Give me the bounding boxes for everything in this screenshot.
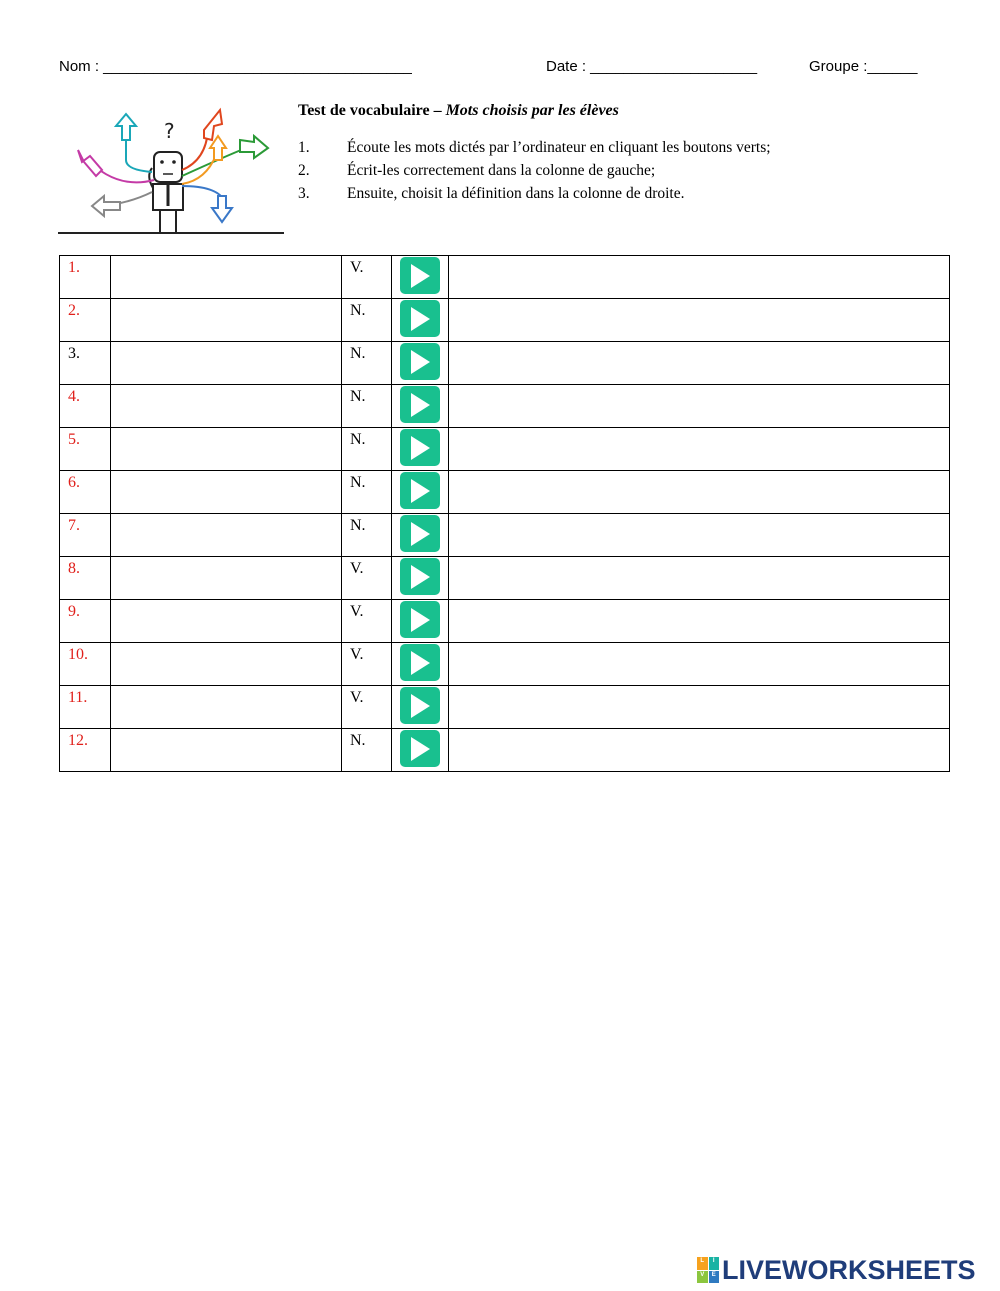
play-audio-button[interactable]: [400, 386, 440, 423]
row-number: 7.: [60, 514, 111, 557]
row-number: 8.: [60, 557, 111, 600]
vocab-row: [60, 428, 950, 471]
word-answer-cell[interactable]: [111, 385, 342, 428]
word-answer-cell[interactable]: [111, 256, 342, 299]
play-audio-button[interactable]: [400, 730, 440, 767]
instruction-text: Écrit-les correctement dans la colonne de gauche;: [347, 162, 656, 179]
play-triangle-icon: [407, 563, 433, 591]
vocab-row: [60, 514, 950, 557]
definition-cell[interactable]: [449, 299, 950, 342]
nom-field: Nom : _____________________________________: [59, 58, 412, 75]
definition-cell[interactable]: [449, 557, 950, 600]
word-answer-cell[interactable]: [111, 471, 342, 514]
word-type: N.: [342, 514, 392, 557]
confused-man-arrows-illustration: [56, 100, 288, 240]
play-audio-button[interactable]: [400, 601, 440, 638]
word-answer-cell[interactable]: [111, 686, 342, 729]
word-type: V.: [342, 643, 392, 686]
definition-cell[interactable]: [449, 686, 950, 729]
row-number: 10.: [60, 643, 111, 686]
word-answer-cell[interactable]: [111, 342, 342, 385]
play-triangle-icon: [407, 262, 433, 290]
definition-cell[interactable]: [449, 256, 950, 299]
liveworksheets-logo: [697, 1255, 976, 1285]
instruction-number: 1.: [298, 139, 310, 156]
definition-cell[interactable]: [449, 385, 950, 428]
logo-text: LIVEWORKSHEETS: [722, 1254, 976, 1285]
word-type: V.: [342, 557, 392, 600]
row-number: 11.: [60, 686, 111, 729]
play-cell: [392, 471, 449, 514]
vocab-row: [60, 256, 950, 299]
row-number: 4.: [60, 385, 111, 428]
word-type: N.: [342, 428, 392, 471]
logo-block-l: L: [697, 1257, 708, 1270]
play-audio-button[interactable]: [400, 515, 440, 552]
word-answer-cell[interactable]: [111, 643, 342, 686]
play-triangle-icon: [407, 434, 433, 462]
vocab-row: [60, 557, 950, 600]
definition-cell[interactable]: [449, 342, 950, 385]
play-audio-button[interactable]: [400, 687, 440, 724]
play-triangle-icon: [407, 606, 433, 634]
word-type: V.: [342, 686, 392, 729]
instruction-number: 2.: [298, 162, 310, 179]
play-cell: [392, 428, 449, 471]
play-audio-button[interactable]: [400, 644, 440, 681]
play-cell: [392, 299, 449, 342]
title-main: Test de vocabulaire –: [298, 102, 446, 119]
definition-cell[interactable]: [449, 471, 950, 514]
row-number: 9.: [60, 600, 111, 643]
play-triangle-icon: [407, 692, 433, 720]
instruction-item: [298, 139, 771, 162]
logo-blocks-icon: [697, 1257, 719, 1283]
play-audio-button[interactable]: [400, 429, 440, 466]
word-type: N.: [342, 385, 392, 428]
groupe-field: Groupe :______: [809, 58, 918, 75]
instruction-item: [298, 185, 771, 208]
play-triangle-icon: [407, 649, 433, 677]
word-type: N.: [342, 729, 392, 772]
vocab-row: [60, 729, 950, 772]
play-triangle-icon: [407, 735, 433, 763]
play-audio-button[interactable]: [400, 257, 440, 294]
play-cell: [392, 514, 449, 557]
word-type: N.: [342, 299, 392, 342]
play-audio-button[interactable]: [400, 343, 440, 380]
vocab-row: [60, 385, 950, 428]
play-cell: [392, 729, 449, 772]
row-number: 5.: [60, 428, 111, 471]
definition-cell[interactable]: [449, 428, 950, 471]
worksheet-title: [298, 102, 619, 120]
row-number: 6.: [60, 471, 111, 514]
row-number: 1.: [60, 256, 111, 299]
word-type: N.: [342, 342, 392, 385]
row-number: 2.: [60, 299, 111, 342]
play-cell: [392, 643, 449, 686]
title-italic: Mots choisis par les élèves: [445, 102, 619, 119]
play-triangle-icon: [407, 477, 433, 505]
play-cell: [392, 600, 449, 643]
play-cell: [392, 385, 449, 428]
word-answer-cell[interactable]: [111, 428, 342, 471]
play-cell: [392, 342, 449, 385]
definition-cell[interactable]: [449, 600, 950, 643]
date-field: Date : ____________________: [546, 58, 758, 75]
logo-block-i: I: [709, 1257, 720, 1270]
play-triangle-icon: [407, 391, 433, 419]
logo-block-e: E: [709, 1271, 720, 1284]
row-number: 12.: [60, 729, 111, 772]
definition-cell[interactable]: [449, 729, 950, 772]
word-answer-cell[interactable]: [111, 729, 342, 772]
word-answer-cell[interactable]: [111, 299, 342, 342]
play-audio-button[interactable]: [400, 300, 440, 337]
vocab-row: [60, 686, 950, 729]
play-triangle-icon: [407, 305, 433, 333]
logo-block-v: V: [697, 1271, 708, 1284]
vocab-row: [60, 600, 950, 643]
svg-text:?: ?: [164, 119, 175, 143]
word-answer-cell[interactable]: [111, 514, 342, 557]
instruction-text: Écoute les mots dictés par l’ordinateur en cliquant les boutons verts;: [347, 139, 771, 156]
play-triangle-icon: [407, 348, 433, 376]
definition-cell[interactable]: [449, 514, 950, 557]
row-number: 3.: [60, 342, 111, 385]
word-type: N.: [342, 471, 392, 514]
play-audio-button[interactable]: [400, 558, 440, 595]
word-answer-cell[interactable]: [111, 600, 342, 643]
vocab-row: [60, 342, 950, 385]
instruction-text: Ensuite, choisit la définition dans la colonne de droite.: [347, 185, 685, 202]
vocab-row: [60, 299, 950, 342]
vocab-row: [60, 643, 950, 686]
word-type: V.: [342, 600, 392, 643]
vocab-row: [60, 471, 950, 514]
play-cell: [392, 686, 449, 729]
word-answer-cell[interactable]: [111, 557, 342, 600]
play-cell: [392, 256, 449, 299]
instruction-number: 3.: [298, 185, 310, 202]
definition-cell[interactable]: [449, 643, 950, 686]
play-cell: [392, 557, 449, 600]
vocabulary-table: [59, 255, 950, 772]
play-triangle-icon: [407, 520, 433, 548]
play-audio-button[interactable]: [400, 472, 440, 509]
instructions-list: [298, 139, 771, 208]
word-type: V.: [342, 256, 392, 299]
instruction-item: [298, 162, 771, 185]
